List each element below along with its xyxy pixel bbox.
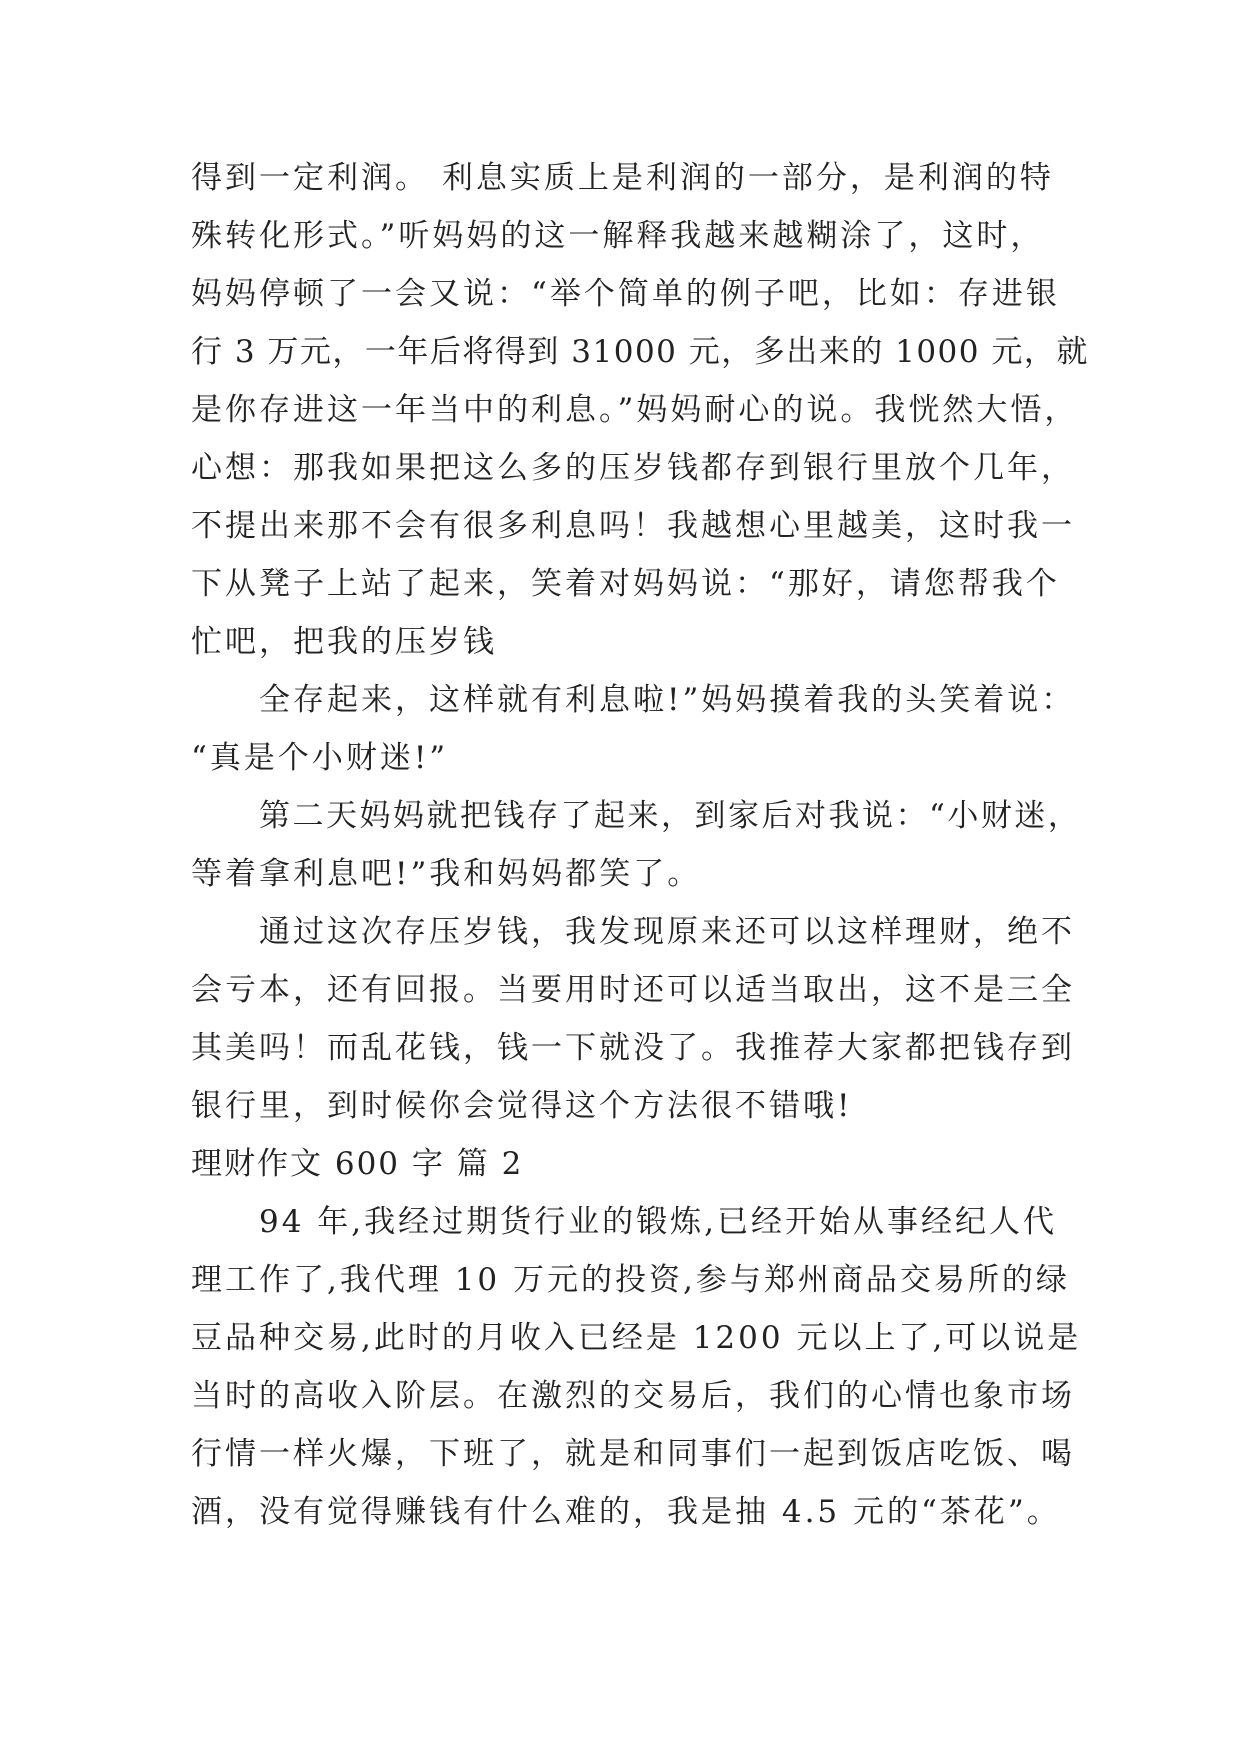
text-line: 殊转化形式。”听妈妈的这一解释我越来越糊涂了，这时， (191, 218, 1045, 254)
text-line: 豆品种交易,此时的月收入已经是 1200 元以上了,可以说是 (191, 1320, 1082, 1356)
text-line: 理工作了,我代理 10 万元的投资,参与郑州商品交易所的绿 (191, 1262, 1070, 1298)
paragraph-start-line: 第二天妈妈就把钱存了起来，到家后对我说：“小财迷， (259, 798, 1082, 834)
text-line: 酒，没有觉得赚钱有什么难的，我是抽 4.5 元的“茶花”。 (191, 1494, 1061, 1530)
section-heading: 理财作文 600 字 篇 2 (191, 1146, 524, 1182)
text-line: 心想：那我如果把这么多的压岁钱都存到银行里放个几年， (191, 450, 1075, 486)
paragraph-start-line: 94 年,我经过期货行业的锻炼,已经开始从事经纪人代 (259, 1204, 1058, 1240)
text-line: 银行里，到时候你会觉得这个方法很不错哦! (191, 1088, 853, 1124)
text-line: 会亏本，还有回报。当要用时还可以适当取出，这不是三全 (191, 972, 1075, 1008)
text-line: “真是个小财迷!” (191, 740, 449, 776)
text-line: 忙吧，把我的压岁钱 (191, 624, 497, 660)
text-line: 是你存进这一年当中的利息。”妈妈耐心的说。我恍然大悟， (191, 392, 1079, 428)
text-line: 行情一样火爆，下班了，就是和同事们一起到饭店吃饭、喝 (191, 1436, 1075, 1472)
text-line: 不提出来那不会有很多利息吗！我越想心里越美，这时我一 (191, 508, 1075, 544)
text-line: 下从凳子上站了起来，笑着对妈妈说：“那好，请您帮我个 (191, 566, 1060, 602)
text-line: 其美吗！而乱花钱，钱一下就没了。我推荐大家都把钱存到 (191, 1030, 1075, 1066)
text-line: 妈妈停顿了一会又说：“举个简单的例子吧，比如：存进银 (191, 276, 1060, 312)
text-line: 得到一定利润。 利息实质上是利润的一部分，是利润的特 (191, 160, 1054, 196)
text-line: 行 3 万元，一年后将得到 31000 元，多出来的 1000 元，就 (191, 334, 1089, 370)
article-body (191, 158, 1091, 1550)
paragraph-start-line: 全存起来，这样就有利息啦!”妈妈摸着我的头笑着说： (259, 682, 1076, 718)
paragraph-start-line: 通过这次存压岁钱，我发现原来还可以这样理财，绝不 (259, 914, 1075, 950)
text-line: 当时的高收入阶层。在激烈的交易后，我们的心情也象市场 (191, 1378, 1075, 1414)
text-line: 等着拿利息吧!”我和妈妈都笑了。 (191, 856, 702, 892)
